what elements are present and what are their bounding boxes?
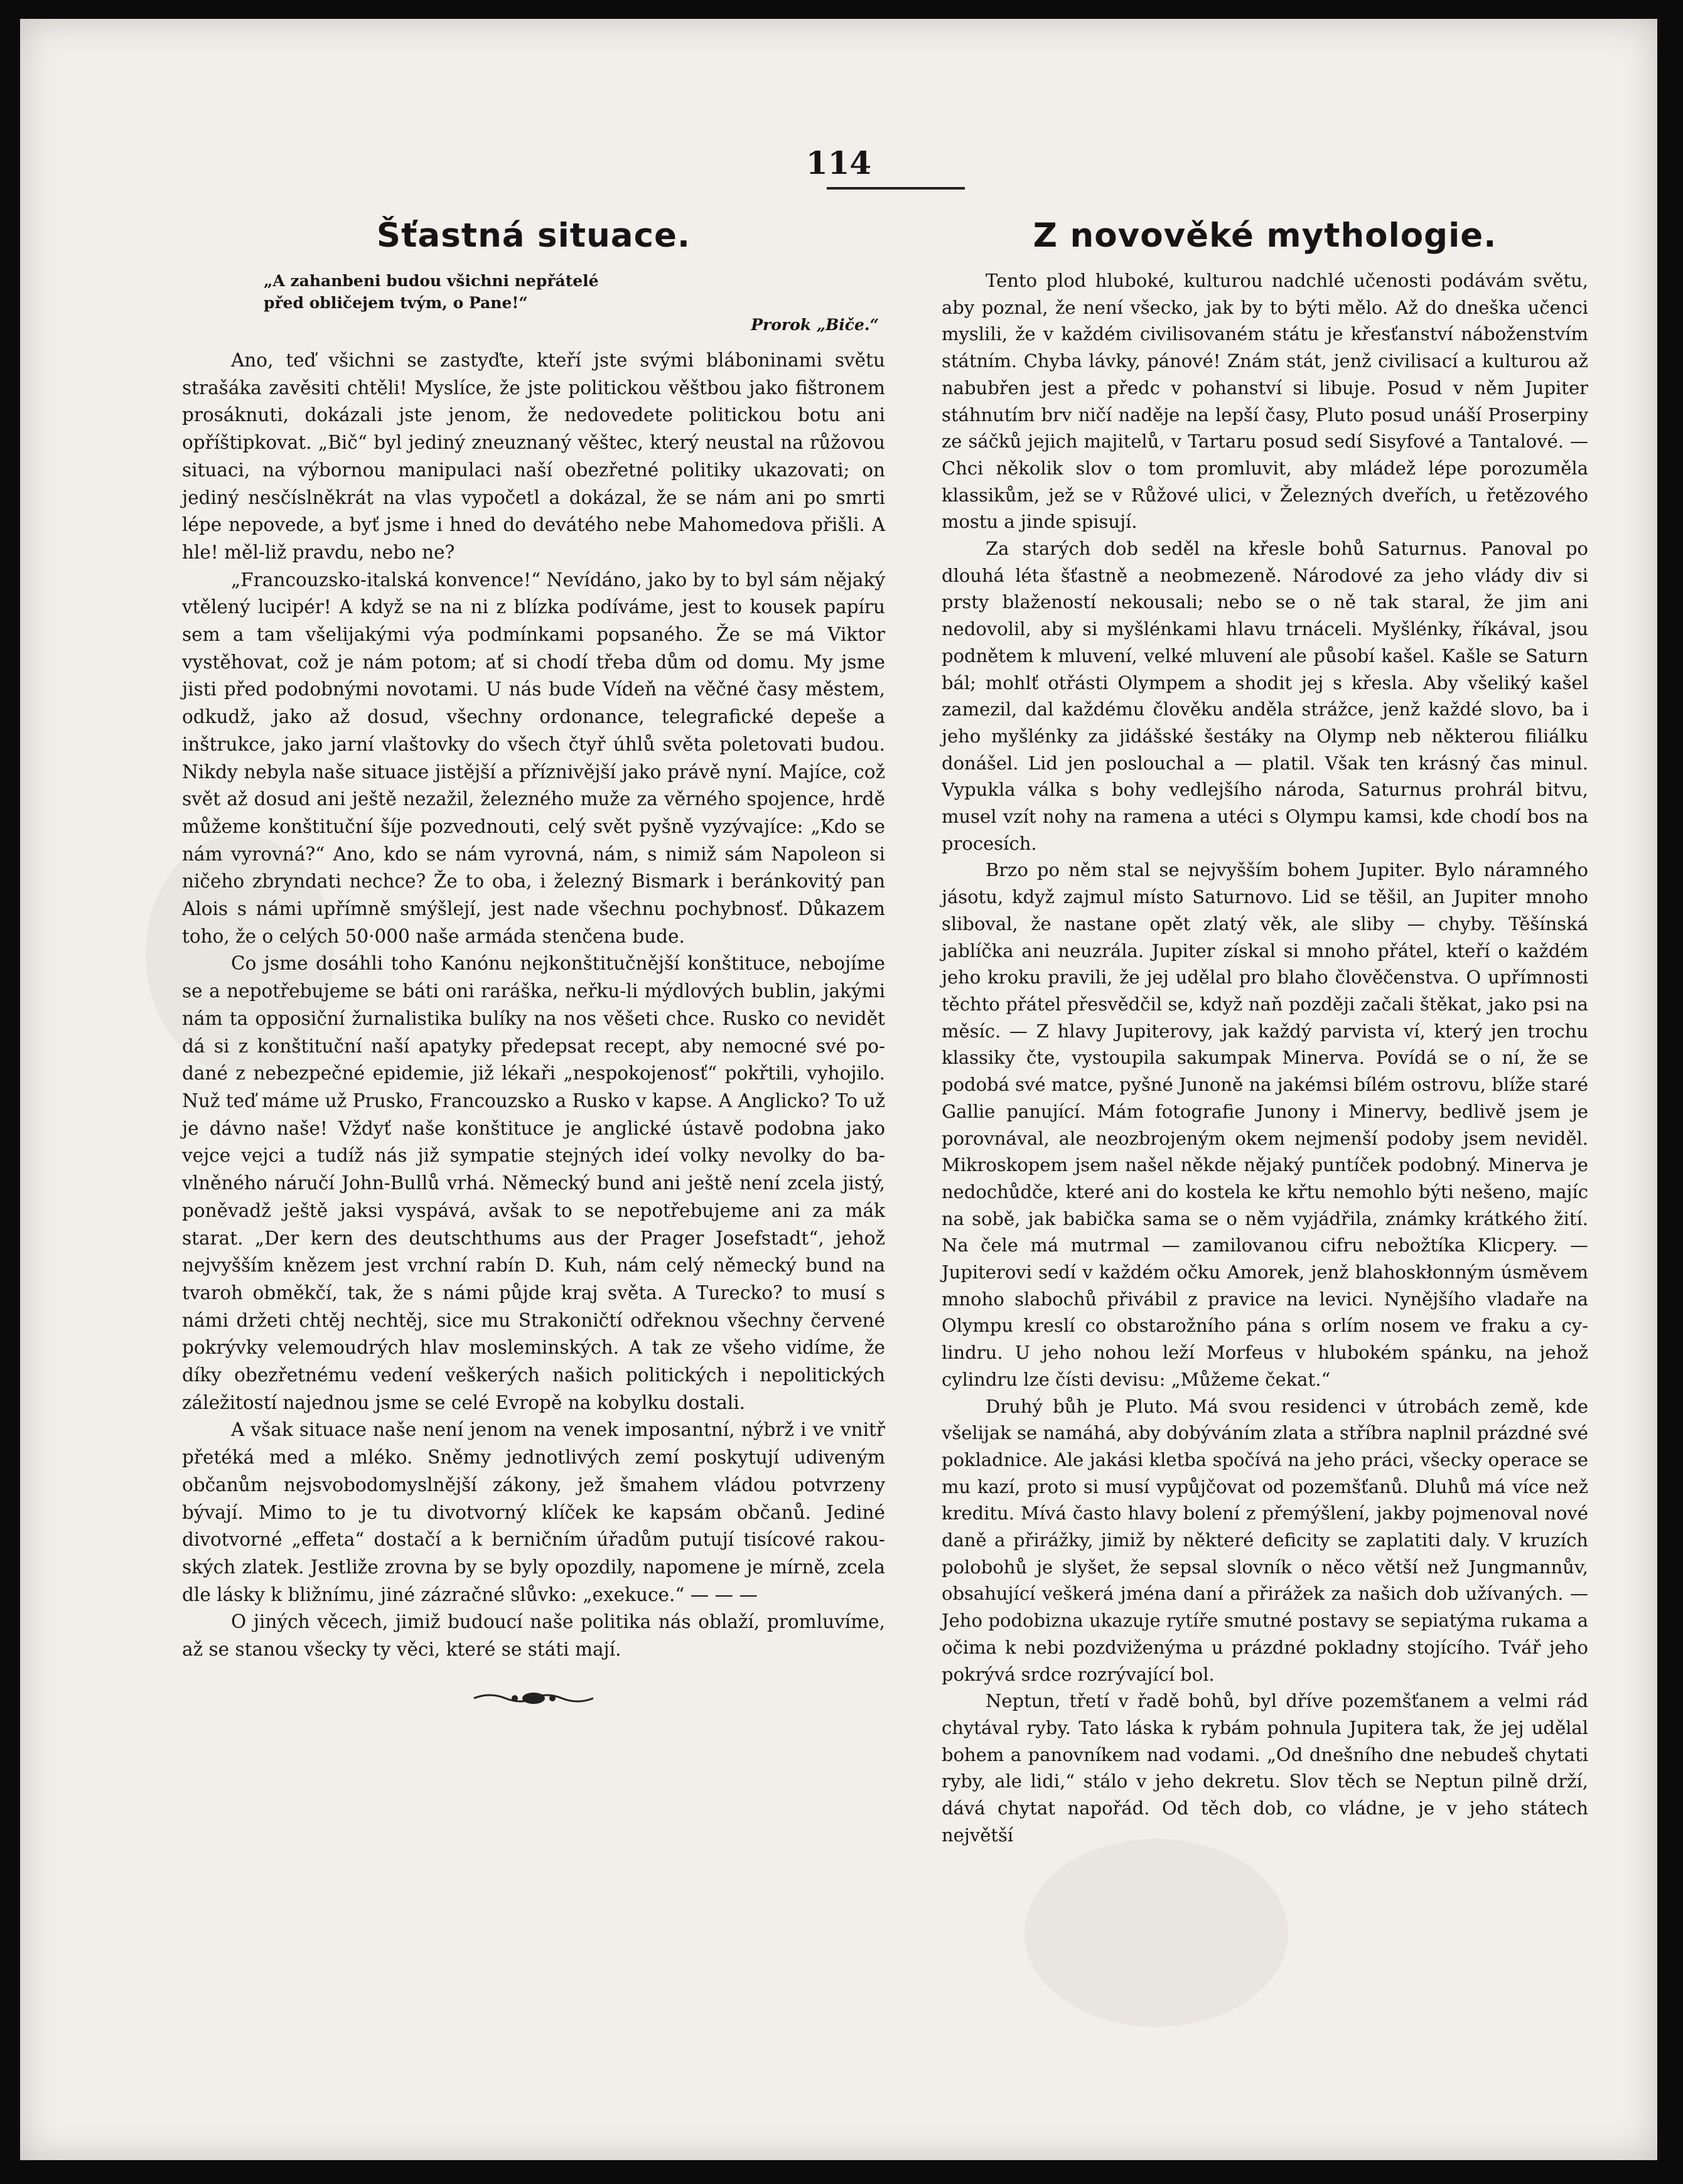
article-paragraph: O jiných věcech, jimiž budoucí naše politika nás oblaží, promluvíme, až se stanou všecky ty věci, které se státi mají. (182, 1611, 885, 1661)
epigraph (264, 270, 885, 336)
epigraph-line: „A zahanbeni budou všichni nepřátelé (264, 272, 599, 290)
article-paragraph: A však situace naše není jenom na venek imposantní, nýbrž i ve vnitř přetéká med a mléko. Sněmy jednotlivých zemí poskytují udiveným občanům nejsvobodomyslnější zákony, jež šmahem vládou potvrzeny bývají. Mimo to je tu divotvorný klíček ke kapsám občanů. Jediné divotvorné „effeta“ dostačí a k berničním úřadům putují tisícové rakouských zlatek. Jestliže zrovna by se byly opozdily, napomene je mírně, zcela dle lásky k bližnímu, jiné zázračné slůvko: „exekuce.“ — — — (182, 1419, 885, 1605)
article-paragraph: Ano, teď všichni se zastyďte, kteří jste svými bláboninami světu strašáka zavěsiti chtěli! Myslíce, že jste politickou věštbou jako fištronem prosáknuti, dokázali jste jenom, že nedovedete politickou botu ani opříštipkovat. „Bič“ byl jediný zneuznaný věštec, který neustal na růžovou situaci, na výbornou manipulaci naší obezřetné politiky ukazovati; on jediný nesčíslněkrát na vlas vypočetl a dokázal, že se nám ani po smrti lépe nepovede, a byť jsme i hned do devátého nebe Mahomedova přišli. A hle! měl-liž pravdu, nebo ne? (182, 350, 885, 563)
page-number-rule (827, 187, 965, 190)
article-paragraph: Brzo po něm stal se nejvyšším bohem Jupiter. Bylo náramného jásotu, když zajmul místo Saturnovo. Lid se těšil, an Jupiter mnoho sliboval, že nastane opět zlatý věk, ale sliby — chyby. Těšínská jablíčka ani neuzrála. Jupiter získal si mnoho přátel, kteří o každém jeho kroku pravili, že jej udělal pro blaho člověčenstva. O upřímnosti těchto přátel přesvědčil se, když naň později začali štěkat, jako psi na měsíc. — Z hlavy Jupiterovy, jak každý parvista ví, který jen trochu klassiky čte, vystoupila sakumpak Minerva. Povídá se o ní, že se podobá své matce, pyšné Junoně na jakémsi bílém ostrovu, blíže staré Gallie panující. Mám fotografie Junony i Minervy, bedlivě jsem je porovnával, ale neozbrojeným okem nejmenší podoby jsem neviděl. Mikroskopem jsem našel někde nějaký puntíček podobný. Minerva je nedochůdče, které ani do kostela ke křtu nemohlo býti nešeno, majíc na sobě, jak babička sama se o něm vyjádřila, známky krátkého žití. Na čele má mutrmal — zamilovanou cifru nebožtíka Klicpery. — Jupiterovi sedí v každém očku Amorek, jenž blahoskłonným úsměvem mnoho slabochů přivábil z pravice na levici. Nynějšího vladaře na Olympu kreslí co obstarožního pána s orlím nosem ve fraku a cylindru. U jeho nohou leží Morfeus v hlubokém spánku, na jehož cylindru lze čísti devisu: „Můžeme čekat.“ (942, 859, 1588, 1390)
article-paragraph: Neptun, třetí v řadě bohů, byl dříve pozemšťanem a velmi rád chytával ryby. Tato láska k rybám pohnula Jupitera tak, že jej udělal bohem a panovníkem nad vodami. „Od dnešního dne nebudeš chytati ryby, ale lidi,“ stálo v jeho dekretu. Slov těch se Neptun pilně drží, dává chytat napořád. Od těch dob, co vládne, je v jeho státech největší (942, 1690, 1588, 1846)
end-ornament (182, 1689, 885, 1714)
paper-stain (1024, 1839, 1288, 2027)
right-column (942, 210, 1588, 1848)
left-article-title: Šťastná situace. (376, 217, 691, 255)
article-paragraph: Tento plod hluboké, kulturou nadchlé učenosti podávám světu, aby poznal, že není všecko, jak by to býti mělo. Až do dneška učenci myslili, že v každém civilisovaném státu je křesťanství náboženstvím státním. Chyba lávky, pánové! Znám stát, jenž civilisací a kulturou až nabubřen jest a předc v pohanství si libuje. Posud v něm Jupiter stáhnutím brv ničí naděje na lepší časy, Pluto posud unáší Proserpiny ze sáčků jejich majitelů, v Tartaru posud sedí Sisyfové a Tantalové. — Chci několik slov o tom promluvit, aby mládež lépe porozuměla klassikům, jež se v Růžové ulici, v Železných dveřích, u řetězového mostu a jinde spisují. (942, 270, 1588, 533)
newspaper-page (20, 19, 1657, 2160)
epigraph-attribution: Prorok „Biče.“ (751, 316, 879, 334)
article-paragraph: Za starých dob seděl na křesle bohů Saturnus. Panoval po dlouhá léta šťastně a neobmezeně. Národové za jeho vlády div si prsty blažeností nekousali; nebo se o ně tak staral, že jim ani nedovolil, aby si myšlénkami hlavu trnáceli. Myšlénky, říkával, jsou podnětem k mluvení, velké mluvení ale působí kašel. Kašle se Saturn bál; mohlť otřásti Olympem a shodit jej s křesla. Aby všeliký kašel zamezil, dal každému člověku anděla strážce, jenž každé slovo, ba i jeho myšlénky za jidášské šestáky na Olymp neb některou filiálku donášel. Lid jen poslouchal a — platil. Však ten krásný čas minul. Vypukla válka s bohy vedlejšího národa, Saturnus prohrál bitvu, musel vzít nohy na ramena a utéci s Olympu kamsi, kde chodí bos na procesích. (942, 538, 1588, 854)
right-article-title: Z novověké mythologie. (1033, 217, 1497, 255)
ornament-icon (471, 1689, 596, 1708)
left-column (182, 210, 885, 1714)
epigraph-line: před obličejem tvým, o Pane!“ (264, 294, 528, 312)
article-paragraph: Co jsme dosáhli toho Kanónu nejkonštitučnější konštituce, nebojíme se a nepotřebujeme se báti oni raráška, neřku-li mýdlových bublin, jakými nám ta opposiční žurnalistika bulíky na nos věšeti chce. Rusko co nevidět dá si z konštituční naší apatyky předepsat recept, aby nemocné své podané z nebezpečné epidemie, již lékaři „nespokojenosť“ pokřtili, vyhojilo. Nuž teď máme už Prusko, Francouzsko a Rusko v kapse. A Anglicko? To už je dávno naše! Vždyť naše konštituce je anglické ústavě podobna jako vejce vejci a tudíž nás již sympatie stejných ideí volky nevolky do bavlněného náručí John-Bullů vrhá. Německý bund ani ještě není zcela jistý, poněvadž ještě jaksi vyspává, avšak to se nepotřebujeme ani za mák starat. „Der kern des deutschthums aus der Prager Josefstadt“, jehož nejvyšším knězem jest vrchní rabín D. Kuh, nám celý německý bund na tvaroh obměkčí, tak, že s námi půjde kraj světa. A Turecko? to musí s námi držeti chtěj nechtěj, sice mu Strakoničtí odřeknou všechny červené pokrývky velemoudrých hlav mosleminských. A tak ze všeho vidíme, že díky obezřetnému vedení veškerých našich politických i nepolitických záležitostí najednou jsme se celé Evropě na kobylku dostali. (182, 953, 885, 1413)
article-paragraph: „Francouzsko-italská konvence!“ Nevídáno, jako by to byl sám nějaký vtělený lucipér! A když se na ni z blízka podíváme, jest to kousek papíru sem a tam všelijakými výa podmínkami popsaného. Že se má Viktor vystěhovat, což je nám potom; ať si chodí třeba dům od domu. My jsme jisti před podobnými novotami. U nás bude Vídeň na věčné časy městem, odkudž, jako až dosud, všechny ordonance, telegrafické depeše a inštrukce, jako jarní vlaštovky do všech čtyř úhlů světa poletovati budou. Nikdy nebyla naše situace jistější a příznivější jako právě nyní. Majíce, což svět až dosud ani ještě nezažil, železného muže za věrného spojence, hrdě můžeme konštituční šíje pozvednouti, celý svět pyšně vyzývajíce: „Kdo se nám vyrovná?“ Ano, kdo se nám vyrovná, nám, s nimiž sám Napoleon si ničeho zbryndati nechce? Že to oba, i železný Bismark i beránkovitý pan Alois s námi upřímně smýšlejí, jest nade všechnu pochybnosť. Důkazem toho, že o celých 50·000 naše armáda stenčena bude. (182, 569, 885, 947)
page-number: 114 (805, 144, 872, 181)
article-paragraph: Druhý bůh je Pluto. Má svou residenci v útrobách země, kde všelijak se namáhá, aby dobýváním zlata a stříbra naplnil prázdné své pokladnice. Ale jakási kletba spočívá na jeho práci, všecky operace se mu kazí, proto si musí vypůjčovat od pozemšťanů. Dluhů má více než kreditu. Mívá často hlavy bolení z přemýšlení, jakby pojmenoval nové daně a přirážky, jimiž by některé deficity se zaplatiti daly. V kruzích polobohů je slyšet, že sepsal slovník o něco větší než Jungmannův, obsahující veškerá jména daní a přirážek za našich dob užívaných. — Jeho podobizna ukazuje rytíře smutné postavy se sepiatýma rukama a očima k nebi pozdviženýma u prázdné pokladny stojícího. Tvář jeho pokrývá srdce rozrývající bol. (942, 1395, 1588, 1685)
